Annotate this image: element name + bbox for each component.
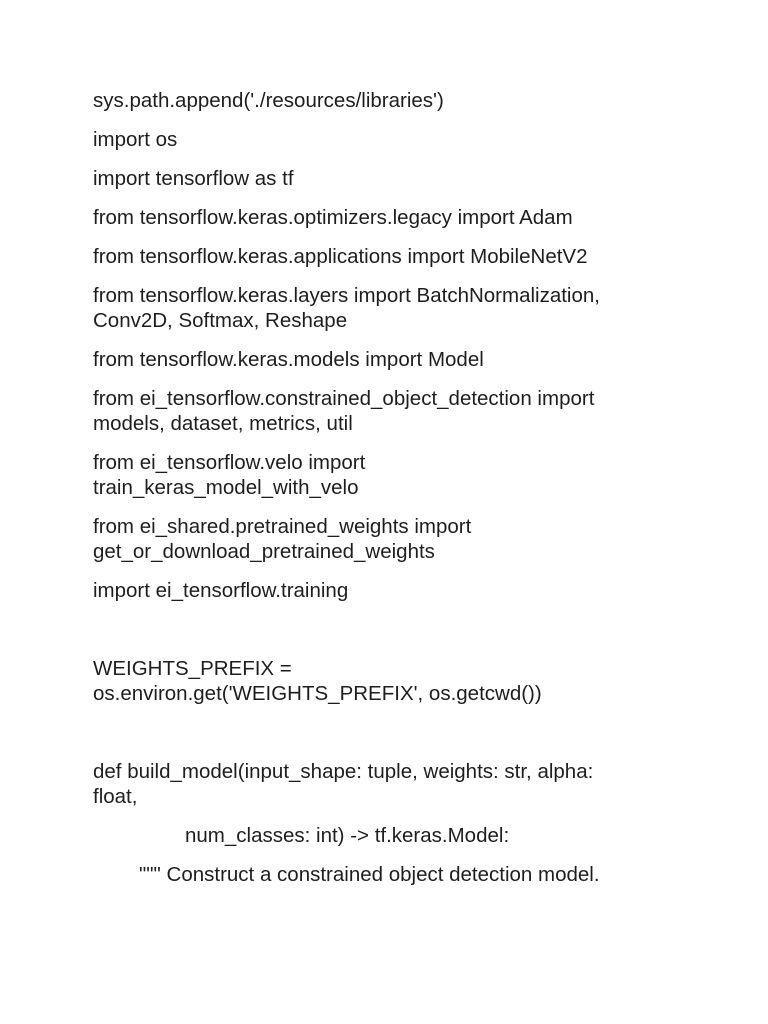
code-text: WEIGHTS_PREFIX = <box>93 657 292 680</box>
code-line <box>93 88 713 113</box>
code-line <box>93 166 713 191</box>
code-text: sys.path.append('./resources/libraries') <box>93 89 444 112</box>
code-line <box>93 283 713 308</box>
code-line <box>93 127 713 152</box>
code-text: from tensorflow.keras.optimizers.legacy import Adam <box>93 206 573 229</box>
code-text: Conv2D, Softmax, Reshape <box>93 309 348 332</box>
code-line <box>93 347 713 372</box>
code-line <box>93 450 713 475</box>
code-line <box>93 759 713 784</box>
code-line <box>93 784 713 809</box>
code-text: from tensorflow.keras.models import Model <box>93 348 484 371</box>
code-line <box>93 386 713 411</box>
code-text: get_or_download_pretrained_weights <box>93 540 435 563</box>
code-text: import ei_tensorflow.training <box>93 579 349 602</box>
code-text: train_keras_model_with_velo <box>93 476 359 499</box>
code-text: import os <box>93 128 178 151</box>
code-text: from tensorflow.keras.applications import MobileNetV2 <box>93 245 588 268</box>
code-text: """ Construct a constrained object detection model. <box>139 863 600 886</box>
code-line <box>93 681 713 706</box>
code-text: os.environ.get('WEIGHTS_PREFIX', os.getcwd()) <box>93 682 542 705</box>
code-text: def build_model(input_shape: tuple, weights: str, alpha: <box>93 760 594 783</box>
code-text: from tensorflow.keras.layers import BatchNormalization, <box>93 284 600 307</box>
code-line <box>93 862 713 887</box>
code-line <box>93 514 713 539</box>
code-line <box>93 308 713 333</box>
code-text: from ei_shared.pretrained_weights import <box>93 515 472 538</box>
code-text: import tensorflow as tf <box>93 167 294 190</box>
code-line <box>93 244 713 269</box>
code-line <box>93 475 713 500</box>
code-text: from ei_tensorflow.constrained_object_detection import <box>93 387 595 410</box>
code-text: float, <box>93 785 138 808</box>
code-line <box>93 205 713 230</box>
code-line <box>93 411 713 436</box>
code-line <box>93 823 713 848</box>
code-line <box>93 656 713 681</box>
code-text: models, dataset, metrics, util <box>93 412 353 435</box>
code-line <box>93 578 713 603</box>
document-page <box>93 88 713 887</box>
code-text: num_classes: int) -> tf.keras.Model: <box>185 824 510 847</box>
code-line <box>93 539 713 564</box>
code-text: from ei_tensorflow.velo import <box>93 451 366 474</box>
